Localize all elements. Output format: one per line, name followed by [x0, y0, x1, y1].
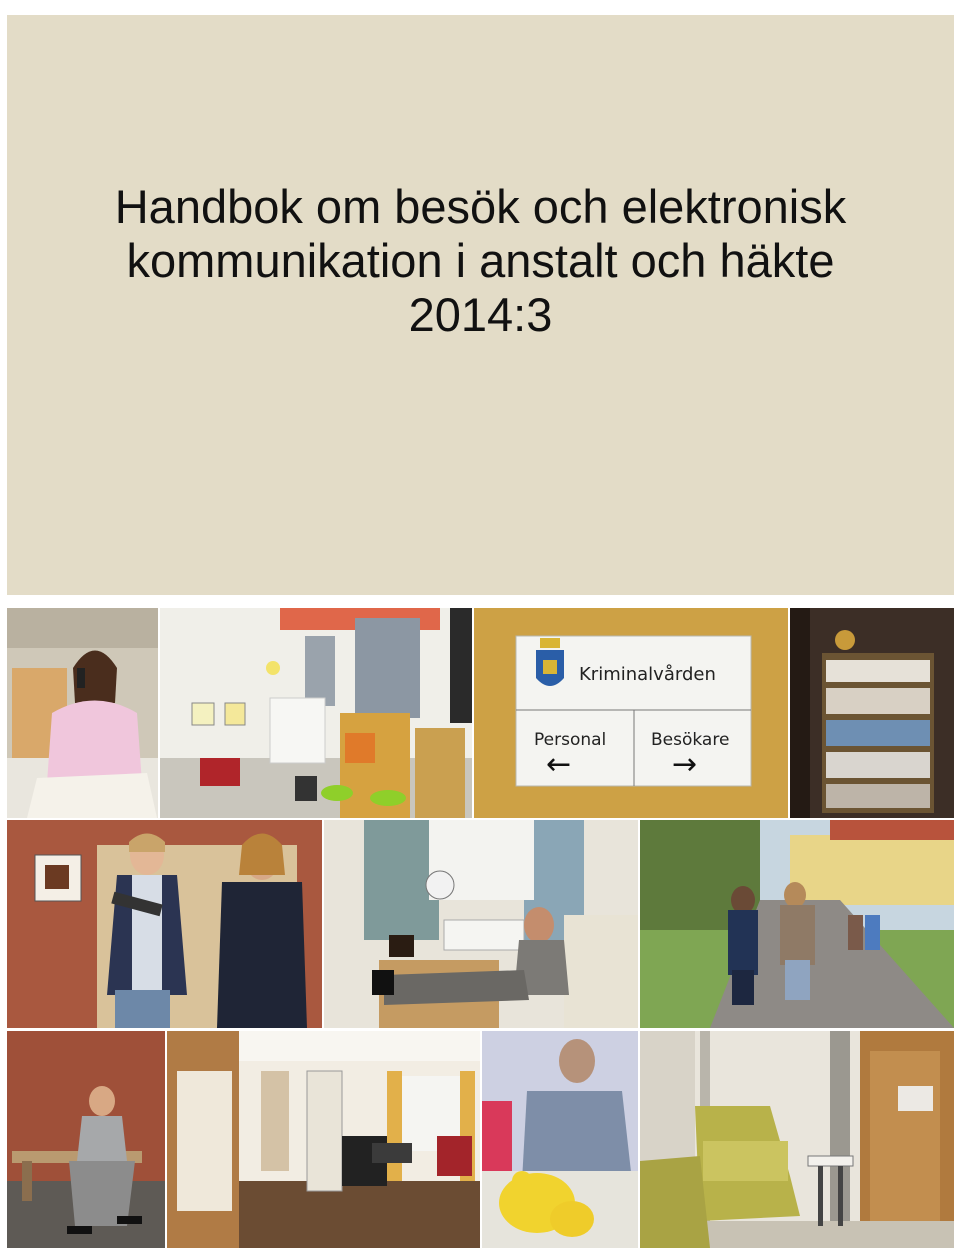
document-title [7, 180, 954, 342]
arrow-left-icon: ← [546, 747, 572, 782]
sign-label-besokare: Besökare [651, 730, 730, 750]
title-line-2: kommunikation i anstalt och häkte [126, 234, 835, 287]
photo-kriminalvarden-sign [474, 608, 788, 818]
sign-label-personal: Personal [534, 730, 607, 750]
title-line-1: Handbok om besök och elektronisk [114, 180, 847, 233]
sign-org-name: Kriminalvården [579, 664, 716, 685]
photo-woman-phone [7, 608, 158, 818]
photo-man-teddy-bear [482, 1031, 638, 1248]
photo-visiting-apartment [167, 1031, 480, 1248]
photo-security-check [7, 820, 322, 1028]
photo-man-on-bench [7, 1031, 165, 1248]
photo-shelf-supplies [790, 608, 954, 818]
photo-cell-phone-call [324, 820, 638, 1028]
photo-walking-path [640, 820, 954, 1028]
arrow-right-icon: → [672, 747, 698, 782]
title-line-3: 2014:3 [408, 288, 553, 341]
photo-childrens-room [160, 608, 472, 818]
photo-armchairs-room [640, 1031, 954, 1248]
